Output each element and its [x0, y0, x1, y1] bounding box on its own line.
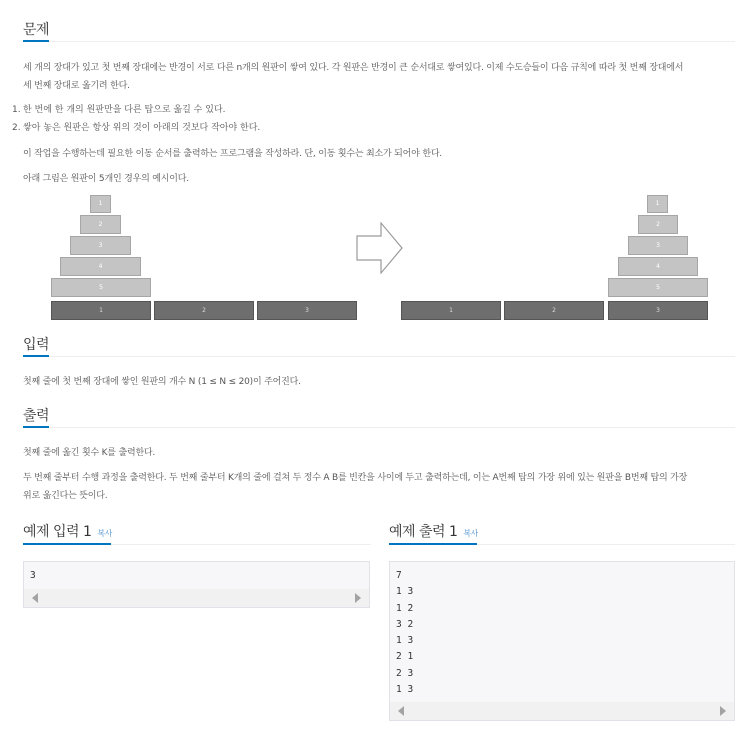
sample-output-content: 7 1 3 1 2 3 2 1 3 2 1 2 3 1 3: [396, 570, 414, 696]
right-disk-3: 3: [628, 236, 688, 255]
problem-description-line2: 세 번째 장대로 옮기려 한다.: [23, 81, 130, 91]
rule-item: 1. 한 번에 한 개의 원판만을 다른 탑으로 옮길 수 있다.: [12, 105, 226, 115]
sample-input-scrollbar[interactable]: [24, 589, 369, 607]
arrow-right-icon: [356, 222, 404, 274]
input-heading-underline: [23, 355, 49, 357]
sample-input-box[interactable]: [23, 561, 370, 608]
output-heading: 출력: [23, 408, 50, 424]
left-disk-3: 3: [70, 236, 131, 255]
right-peg-3: 3: [608, 301, 708, 320]
output-heading-underline: [23, 426, 49, 428]
scroll-right-icon[interactable]: [720, 706, 726, 716]
input-heading: 입력: [23, 337, 50, 353]
output-description-line1: 첫째 줄에 옮긴 횟수 K를 출력한다.: [23, 448, 156, 458]
sample-output-copy-button[interactable]: 복사: [463, 529, 478, 538]
scroll-left-icon[interactable]: [398, 706, 404, 716]
right-disk-2: 2: [638, 215, 678, 234]
output-heading-rule: [23, 427, 735, 428]
problem-heading: 문제: [23, 22, 50, 38]
sample-input-heading-underline: [23, 543, 111, 545]
left-disk-5: 5: [51, 278, 151, 297]
rule-item: 2. 쌓아 놓은 원판은 항상 위의 것이 아래의 것보다 작아야 한다.: [12, 123, 261, 133]
input-description: 첫째 줄에 첫 번째 장대에 쌓인 원판의 개수 N (1 ≤ N ≤ 20)이 주어진다.: [23, 377, 301, 387]
sample-output-heading-underline: [389, 543, 477, 545]
right-disk-1: 1: [647, 195, 668, 213]
right-disk-5: 5: [608, 278, 708, 297]
problem-task: 이 작업을 수행하는데 필요한 이동 순서를 출력하는 프로그램을 작성하라. 단, 이동 횟수는 최소가 되어야 한다.: [23, 149, 442, 159]
left-peg-3: 3: [257, 301, 357, 320]
right-peg-2: 2: [504, 301, 604, 320]
left-peg-2: 2: [154, 301, 254, 320]
left-peg-1: 1: [51, 301, 151, 320]
left-disk-4: 4: [60, 257, 141, 276]
scroll-right-icon[interactable]: [355, 593, 361, 603]
figure-caption: 아래 그림은 원판이 5개인 경우의 예시이다.: [23, 174, 189, 184]
rules-list: [12, 101, 260, 137]
output-description-line3: 위로 옮긴다는 뜻이다.: [23, 491, 108, 501]
sample-output-box[interactable]: [389, 561, 735, 721]
problem-description-line1: 세 개의 장대가 있고 첫 번째 장대에는 반경이 서로 다른 n개의 원판이 쌓여 있다. 각 원판은 반경이 큰 순서대로 쌓여있다. 이제 수도승들이 다음 규칙에 따라 첫 번째 장대에서: [23, 63, 684, 73]
problem-heading-underline: [23, 40, 49, 42]
problem-heading-rule: [23, 41, 735, 42]
output-description-line2: 두 번째 줄부터 수행 과정을 출력한다. 두 번째 줄부터 K개의 줄에 걸쳐 두 정수 A B를 빈칸을 사이에 두고 출력하는데, 이는 A번째 탑의 가장 위에 있는 원판을 B번째 탑의 가장: [23, 473, 688, 483]
input-heading-rule: [23, 356, 735, 357]
sample-input-copy-button[interactable]: 복사: [97, 529, 112, 538]
sample-input-content: 3: [30, 570, 36, 581]
left-disk-1: 1: [90, 195, 111, 213]
sample-output-scrollbar[interactable]: [390, 702, 734, 720]
sample-output-heading: 예제 출력 1 복사: [389, 524, 478, 540]
right-disk-4: 4: [618, 257, 698, 276]
scroll-left-icon[interactable]: [32, 593, 38, 603]
left-disk-2: 2: [80, 215, 121, 234]
right-peg-1: 1: [401, 301, 501, 320]
sample-input-heading: 예제 입력 1 복사: [23, 524, 112, 540]
